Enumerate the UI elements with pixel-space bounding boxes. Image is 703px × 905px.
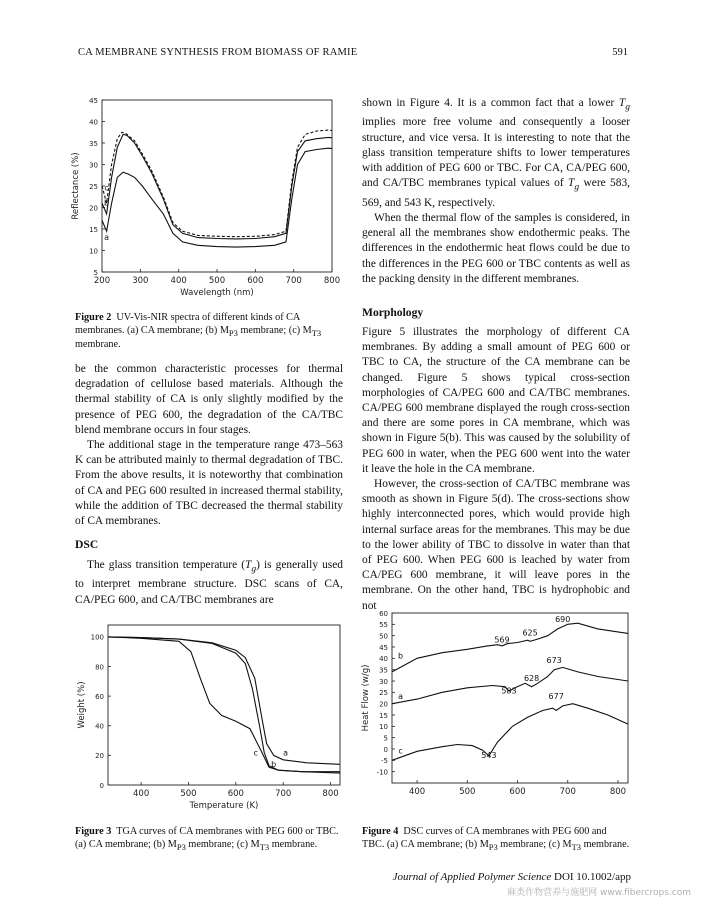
figure-2-sub2: T3 <box>311 327 322 338</box>
y-tick-label: 60 <box>379 609 388 618</box>
y-tick-label: 45 <box>89 96 98 105</box>
x-tick-label: 800 <box>322 789 339 799</box>
left-para-1: be the common characteristic processes for thermal degradation of cellulose based materials. Although the thermal stability of CA is only slightly modified by the presence of PEG 600, the degradation of the CA/TBC blend membrane occurs in four stages. <box>75 363 343 436</box>
series-line-b <box>392 623 628 672</box>
dsc-paragraph <box>75 558 343 608</box>
y-tick-label: 20 <box>89 204 98 213</box>
figure-4-caption-text: DSC curves of CA membranes with PEG 600 and TBC. (a) CA membrane; (b) M <box>362 826 607 850</box>
x-tick-label: 500 <box>180 789 197 799</box>
tg-symbol-3: T <box>568 177 575 190</box>
y-tick-label: 30 <box>379 677 388 686</box>
tg-symbol: T <box>245 559 252 571</box>
y-tick-label: 5 <box>93 268 98 277</box>
right-column-bottom <box>362 325 630 614</box>
figure-2-caption-text-b: membrane; (c) M <box>237 324 312 336</box>
figure-4-chart <box>360 605 632 815</box>
journal-footer <box>393 871 631 883</box>
x-tick-label: 800 <box>323 276 341 286</box>
running-head: CA MEMBRANE SYNTHESIS FROM BIOMASS OF RAMIE <box>78 47 358 58</box>
annotation-label: 583 <box>501 686 517 696</box>
figure-4-sub2: T3 <box>571 841 582 852</box>
left-column <box>75 362 343 529</box>
x-tick-label: 600 <box>509 787 526 797</box>
y-tick-label: 25 <box>89 182 98 191</box>
y-tick-label: -10 <box>376 768 388 777</box>
y-axis-label: Heat Flow (w/g) <box>361 664 371 732</box>
x-tick-label: 200 <box>93 276 111 286</box>
y-tick-label: 10 <box>89 247 98 256</box>
figure-4-label: Figure 4 <box>362 826 399 837</box>
dsc-para-a: The glass transition temperature ( <box>87 559 246 571</box>
y-tick-label: 55 <box>379 621 388 630</box>
annotation-label: 569 <box>494 635 510 645</box>
figure-4-sub1: P3 <box>488 841 498 852</box>
annotation-label: b <box>271 760 277 770</box>
doi: DOI 10.1002/app <box>551 871 631 883</box>
annotation-label: 673 <box>546 655 562 665</box>
annotation-label: c <box>253 748 258 758</box>
right-para-4: However, the cross-section of CA/TBC membrane was smooth as shown in Figure 5(d). The cross-sections show highly interconnected pores, which would provide high internal surface areas for the membranes. This may be due to the lower ability of TBC to dissolve in water than that of PEG 600. When PEG 600 is leached by water from CA/PEG 600 membrane, it will leave pores in the membrane. On the other hand, TBC is hydrophobic and not <box>362 478 630 612</box>
figure-3-caption <box>75 826 343 853</box>
figure-2-caption-text-c: membrane. <box>75 339 121 351</box>
figure-2-sub1: P3 <box>228 327 238 338</box>
annotation-label: 625 <box>522 628 538 638</box>
x-tick-label: 700 <box>275 789 292 799</box>
tg-subscript-3: g <box>574 182 580 193</box>
right-para-1a: shown in Figure 4. It is a common fact that a lower <box>362 97 619 109</box>
figure-3-caption-text-c: membrane. <box>269 838 318 850</box>
x-tick-label: 600 <box>227 789 244 799</box>
y-tick-label: 0 <box>383 745 388 754</box>
dsc-heading: DSC <box>75 538 99 551</box>
annotation-label: b <box>397 651 404 661</box>
y-axis-label: Weight (%) <box>77 681 87 729</box>
annotation-label: 543 <box>481 751 497 761</box>
y-tick-label: 20 <box>379 700 388 709</box>
y-axis-label: Reflectance (%) <box>71 152 81 220</box>
figure-4-caption-text-b: membrane; (c) M <box>497 838 572 850</box>
x-tick-label: 700 <box>285 276 302 286</box>
x-tick-label: 400 <box>170 276 187 286</box>
figure-2-caption-text: UV-Vis-NIR spectra of different kinds of CA membranes. (a) CA membrane; (b) M <box>75 312 300 336</box>
y-tick-label: 80 <box>95 663 104 672</box>
right-para-2: When the thermal flow of the samples is considered, in general all the membranes show endothermic peaks. The differences in the endothermic heat flows could be due to the differences in the PEG 600 or TBC contents as well as the packing density in the different membranes. <box>362 211 630 285</box>
figure-3-sub1: P3 <box>176 841 186 852</box>
y-tick-label: 100 <box>90 633 104 642</box>
annotation-label: 628 <box>523 674 540 683</box>
series-line-b <box>108 637 340 773</box>
x-axis-label: Wavelength (nm) <box>180 288 254 298</box>
figure-3-caption-text-b: membrane; (c) M <box>185 838 260 850</box>
figure-4-caption <box>362 826 630 853</box>
figure-2-label: Figure 2 <box>75 312 112 323</box>
x-tick-label: 500 <box>459 787 476 797</box>
y-tick-label: 30 <box>89 161 98 170</box>
right-column-top <box>362 96 630 287</box>
y-tick-label: -5 <box>381 757 388 766</box>
figure-2-caption <box>75 312 343 352</box>
series-line-a <box>102 148 332 247</box>
series-line-c <box>392 704 628 761</box>
y-tick-label: 40 <box>89 118 98 127</box>
page-number: 591 <box>612 47 628 58</box>
annotation-label: 690 <box>555 615 571 625</box>
right-para-3: Figure 5 illustrates the morphology of different CA membranes. By adding a small amount of PEG 600 or TBC to CA, the structure of the CA membrane can be changed. Figure 5 shows typical cross-section morphologies of CA/PEG 600 and CA/TBC membranes. CA/PEG 600 membrane displayed the rough cross-section and there are some pores in CA membrane, which was shown in Figure 5(b). This was caused by the solubility of PEG 600 in water, when the PEG 600 went into the water it leave the hole in the CA membrane. <box>362 326 630 475</box>
x-tick-label: 700 <box>559 787 576 797</box>
x-tick-label: 600 <box>247 276 264 286</box>
x-axis-label: Temperature (K) <box>189 801 259 811</box>
annotation-label: c <box>398 746 403 756</box>
series-line-c <box>108 637 340 772</box>
figure-3-chart <box>70 617 345 817</box>
right-para-1c: were 583, 569, and 543 K, respectively. <box>362 177 630 209</box>
annotation-label: 677 <box>548 692 564 702</box>
x-tick-label: 300 <box>132 276 149 286</box>
tg-subscript-2: g <box>625 102 630 113</box>
tg-subscript: g <box>251 564 257 575</box>
figure-4-caption-text-c: membrane. <box>581 838 630 850</box>
dsc-para-b: ) is generally used to interpret membrane structure. DSC scans of CA, CA/PEG 600, and CA/TBC membranes are <box>75 559 343 606</box>
y-tick-label: 25 <box>379 689 388 698</box>
journal-name: Journal of Applied Polymer Science <box>392 871 552 883</box>
y-tick-label: 40 <box>95 722 104 731</box>
x-tick-label: 500 <box>208 276 226 286</box>
y-tick-label: 50 <box>379 632 388 641</box>
y-tick-label: 40 <box>379 655 388 664</box>
y-tick-label: 45 <box>379 643 388 652</box>
figure-2-chart <box>70 92 342 304</box>
plot-frame <box>392 613 628 783</box>
left-para-2: The additional stage in the temperature range 473–563 K can be attributed mainly to thermal degradation of TBC. From the above results, it is noteworthy that combination of CA and PEG 600 resulted in increased thermal stability, while the addition of TBC decreased the thermal stability of CA membranes. <box>75 439 343 528</box>
series-line-a <box>108 637 340 764</box>
morphology-heading: Morphology <box>362 306 424 319</box>
y-tick-label: 5 <box>383 734 388 743</box>
annotation-label: c <box>104 183 109 193</box>
x-tick-label: 400 <box>408 787 426 797</box>
y-tick-label: 15 <box>89 225 98 234</box>
y-tick-label: 20 <box>95 752 104 761</box>
figure-3-caption-text: TGA curves of CA membranes with PEG 600 or TBC. (a) CA membrane; (b) M <box>75 826 339 850</box>
figure-3-sub2: T3 <box>259 841 270 852</box>
y-tick-label: 0 <box>99 781 104 790</box>
annotation-label: b <box>104 198 110 208</box>
y-tick-label: 15 <box>379 711 388 720</box>
watermark: 麻类作物营养与施肥网 www.fibercrops.com <box>507 888 691 898</box>
y-tick-label: 60 <box>95 692 104 701</box>
y-tick-label: 35 <box>89 139 98 148</box>
y-tick-label: 35 <box>379 666 388 675</box>
annotation-label: a <box>104 232 110 242</box>
x-tick-label: 800 <box>609 787 627 797</box>
x-tick-label: 400 <box>133 789 150 799</box>
right-para-1b: implies more free volume and consequently a looser structure, and vice versa. It is interesting to note that the glass transition temperature shifts to lower temperatures with addition of PEG 600 or TBC. For CA, CA/PEG 600, and CA/TBC membranes typical values of <box>362 116 630 190</box>
figure-3-label: Figure 3 <box>75 826 112 837</box>
y-tick-label: 10 <box>379 723 388 732</box>
plot-frame <box>108 625 340 785</box>
annotation-label: a <box>283 748 289 758</box>
annotation-label: a <box>398 692 403 702</box>
tg-symbol-2: T <box>618 97 626 109</box>
